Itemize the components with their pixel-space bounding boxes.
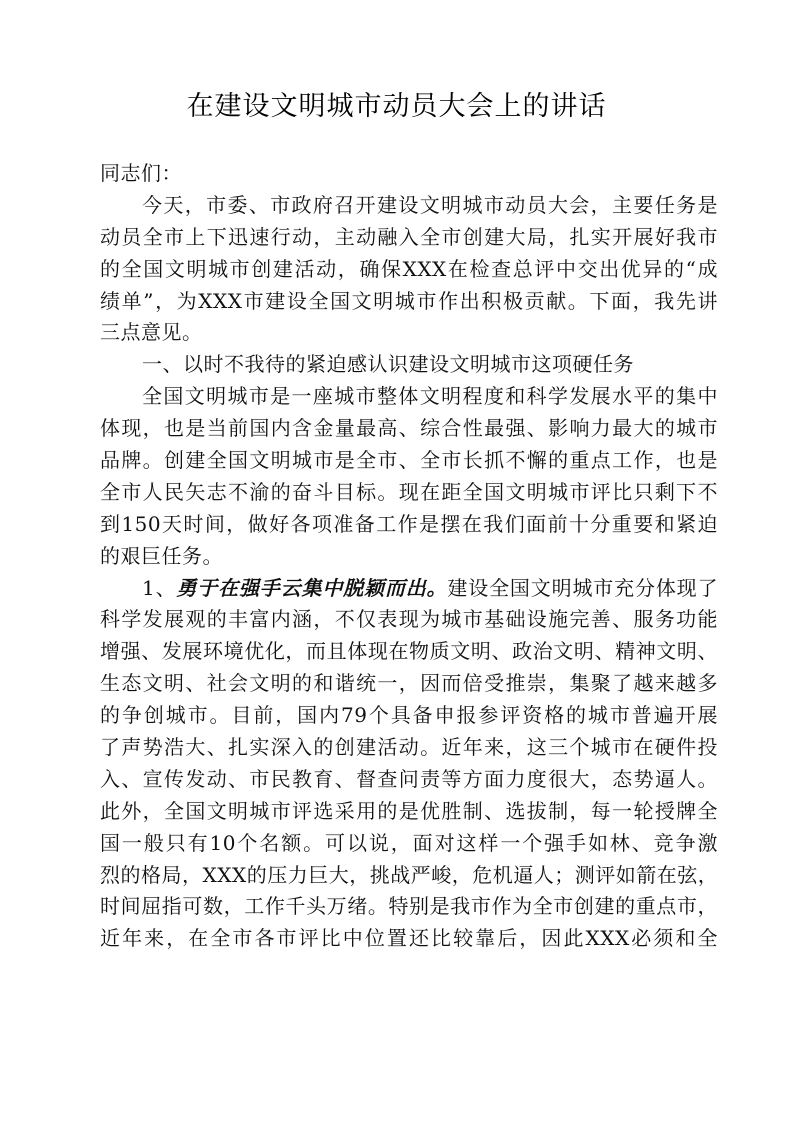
- text-line: 国一般只有10个名额。可以说，面对这样一个强手如林、竞争激: [100, 830, 718, 855]
- text-line: 全国文明城市是一座城市整体文明程度和科学发展水平的集中: [142, 384, 718, 409]
- document-title: 在建设文明城市动员大会上的讲话: [186, 91, 607, 122]
- point1-first-line: [100, 573, 718, 605]
- text-line: 科学发展观的丰富内涵，不仅表现为城市基础设施完善、服务功能: [100, 607, 718, 632]
- text-line: 动员全市上下迅速行动，主动融入全市创建大局，扎实开展好我市: [100, 224, 718, 249]
- text-line: 到150天时间，做好各项准备工作是摆在我们面前十分重要和紧迫: [100, 511, 718, 536]
- text-line: 的艰巨任务。: [100, 543, 223, 568]
- point1-paragraph: [100, 573, 718, 956]
- point-lead-sentence: 勇于在强手云集中脱颖而出。: [176, 575, 448, 600]
- document-body: [100, 158, 718, 955]
- text-line: 的争创城市。目前，国内79个具备申报参评资格的城市普遍开展: [100, 703, 718, 728]
- intro-paragraph: [100, 190, 718, 349]
- salutation: 同志们：: [100, 161, 182, 185]
- text-line: 此外，全国文明城市评选采用的是优胜制、选拔制，每一轮授牌全: [100, 798, 718, 823]
- text-line: 增强、发展环境优化，而且体现在物质文明、政治文明、精神文明、: [100, 639, 718, 664]
- text-line: 了声势浩大、扎实深入的创建活动。近年来，这三个城市在硬件投: [100, 735, 718, 760]
- text-line: 体现，也是当前国内含金量最高、综合性最强、影响力最大的城市: [100, 416, 718, 441]
- text-line: 的全国文明城市创建活动，确保XXX在检查总评中交出优异的“成: [100, 256, 718, 281]
- text-line: 时间屈指可数，工作千头万绪。特别是我市作为全市创建的重点市，: [100, 894, 718, 919]
- text-line: 品牌。创建全国文明城市是全市、全市长抓不懈的重点工作，也是: [100, 448, 718, 473]
- section-heading: 一、以时不我待的紧迫感认识建设文明城市这项硬任务: [142, 352, 634, 377]
- text-line: 全市人民矢志不渝的奋斗目标。现在距全国文明城市评比只剩下不: [100, 479, 718, 504]
- text-line: 三点意见。: [100, 320, 203, 345]
- text-line: 绩单”，为XXX市建设全国文明城市作出积极贡献。下面，我先讲: [100, 288, 718, 313]
- point-number: 1、: [142, 575, 177, 600]
- section1-paragraph: [100, 381, 718, 572]
- text-line: 今天，市委、市政府召开建设文明城市动员大会，主要任务是: [142, 192, 718, 217]
- point-text: 建设全国文明城市充分体现了: [447, 575, 719, 600]
- text-line: 入、宣传发动、市民教育、督查问责等方面力度很大，态势逼人。: [100, 766, 718, 791]
- text-line: 近年来，在全市各市评比中位置还比较靠后，因此XXX必须和全: [100, 926, 718, 951]
- text-line: 生态文明、社会文明的和谐统一，因而倍受推崇，集聚了越来越多: [100, 671, 718, 696]
- text-line: 烈的格局，XXX的压力巨大，挑战严峻，危机逼人；测评如箭在弦，: [100, 862, 719, 887]
